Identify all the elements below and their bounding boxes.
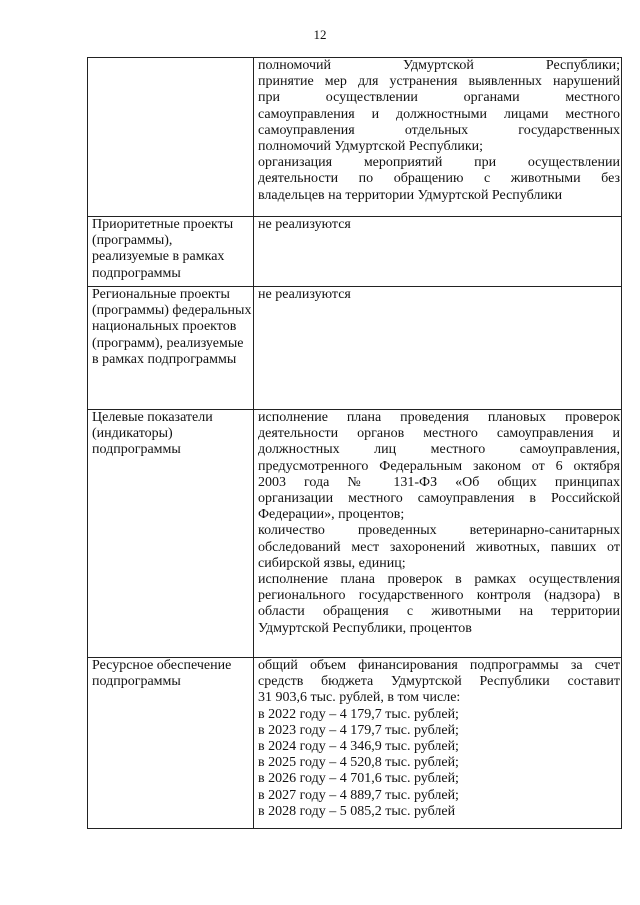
text-line: принятие мер для устранения выявленных нарушений (258, 74, 620, 90)
row-value-regional-projects (254, 287, 622, 410)
text-line: организация мероприятий при осуществлении (258, 155, 620, 171)
row-value-resource-provision (254, 658, 622, 829)
text-line: полномочий Удмуртской Республики; (258, 58, 620, 73)
text-line: не реализуются (258, 287, 351, 302)
row-label-empty (88, 58, 254, 217)
row-label-resource-provision: Ресурсное обеспечение подпрограммы (88, 658, 254, 829)
text-line: общий объем финансирования подпрограммы за счет (258, 658, 620, 673)
text-line: сибирской язвы, единиц; (258, 555, 406, 571)
text-line: области обращения с животными на территории (258, 604, 620, 620)
table-row-continuation (88, 58, 622, 217)
row-value-target-indicators (254, 410, 622, 658)
text-line: должностных лиц местного самоуправления, (258, 442, 620, 458)
text-line: Федерации», процентов; (258, 507, 405, 523)
text-line: 2003 года № 131-ФЗ «Об общих принципах (258, 474, 620, 490)
text-line: полномочий Удмуртской Республики; (258, 139, 483, 155)
funding-year-line: в 2025 году – 4 520,8 тыс. рублей; (258, 755, 459, 771)
funding-year-line: в 2023 году – 4 179,7 тыс. рублей; (258, 722, 459, 738)
funding-year-line: в 2027 году – 4 889,7 тыс. рублей; (258, 787, 459, 803)
table-row-resource-provision (88, 658, 622, 829)
table-row-regional-projects (88, 287, 622, 410)
text-line: деятельности по обращению с животными без (258, 171, 620, 187)
text-line: организации местного самоуправления в Российской (258, 491, 620, 507)
text-line: деятельности органов местного самоуправления и (258, 426, 620, 442)
text-line: самоуправления и должностными лицами местного (258, 106, 620, 122)
text-line: не реализуются (258, 217, 351, 232)
text-line: исполнение плана проверок в рамках осуществления (258, 572, 620, 588)
text-line: исполнение плана проведения плановых проверок (258, 410, 620, 425)
text-line: Удмуртской Республики, процентов (258, 620, 472, 636)
table-row-target-indicators (88, 410, 622, 658)
text-line: при осуществлении органами местного (258, 90, 620, 106)
text-line: средств бюджета Удмуртской Республики составит (258, 674, 620, 690)
row-value-priority-projects (254, 217, 622, 287)
row-label-regional-projects: Региональные проекты (программы) федеральных национальных проектов (программ), реализуемые в рамках подпрограммы (88, 287, 254, 410)
funding-year-line: в 2022 году – 4 179,7 тыс. рублей; (258, 706, 459, 722)
text-line: количество проведенных ветеринарно-санитарных (258, 523, 620, 539)
text-line: владельцев на территории Удмуртской Республики (258, 187, 563, 203)
page-number: 12 (313, 27, 327, 42)
row-label-target-indicators: Целевые показатели (индикаторы) подпрограммы (88, 410, 254, 658)
funding-year-line: в 2028 году – 5 085,2 тыс. рублей (258, 803, 456, 819)
funding-year-line: в 2024 году – 4 346,9 тыс. рублей; (258, 739, 459, 755)
row-value-continuation (254, 58, 622, 217)
funding-year-line: в 2026 году – 4 701,6 тыс. рублей; (258, 771, 459, 787)
row-label-priority-projects: Приоритетные проекты (программы), реализуемые в рамках подпрограммы (88, 217, 254, 287)
text-line: самоуправления отдельных государственных (258, 122, 620, 138)
table-row-priority-projects (88, 217, 622, 287)
text-line: обследований мест захоронений животных, павших от (258, 539, 620, 555)
text-line: предусмотренного Федеральным законом от 6 октября (258, 458, 620, 474)
text-line: регионального государственного контроля (надзора) в (258, 588, 620, 604)
subprogram-passport-table (87, 57, 622, 829)
text-line: 31 903,6 тыс. рублей, в том числе: (258, 690, 461, 706)
